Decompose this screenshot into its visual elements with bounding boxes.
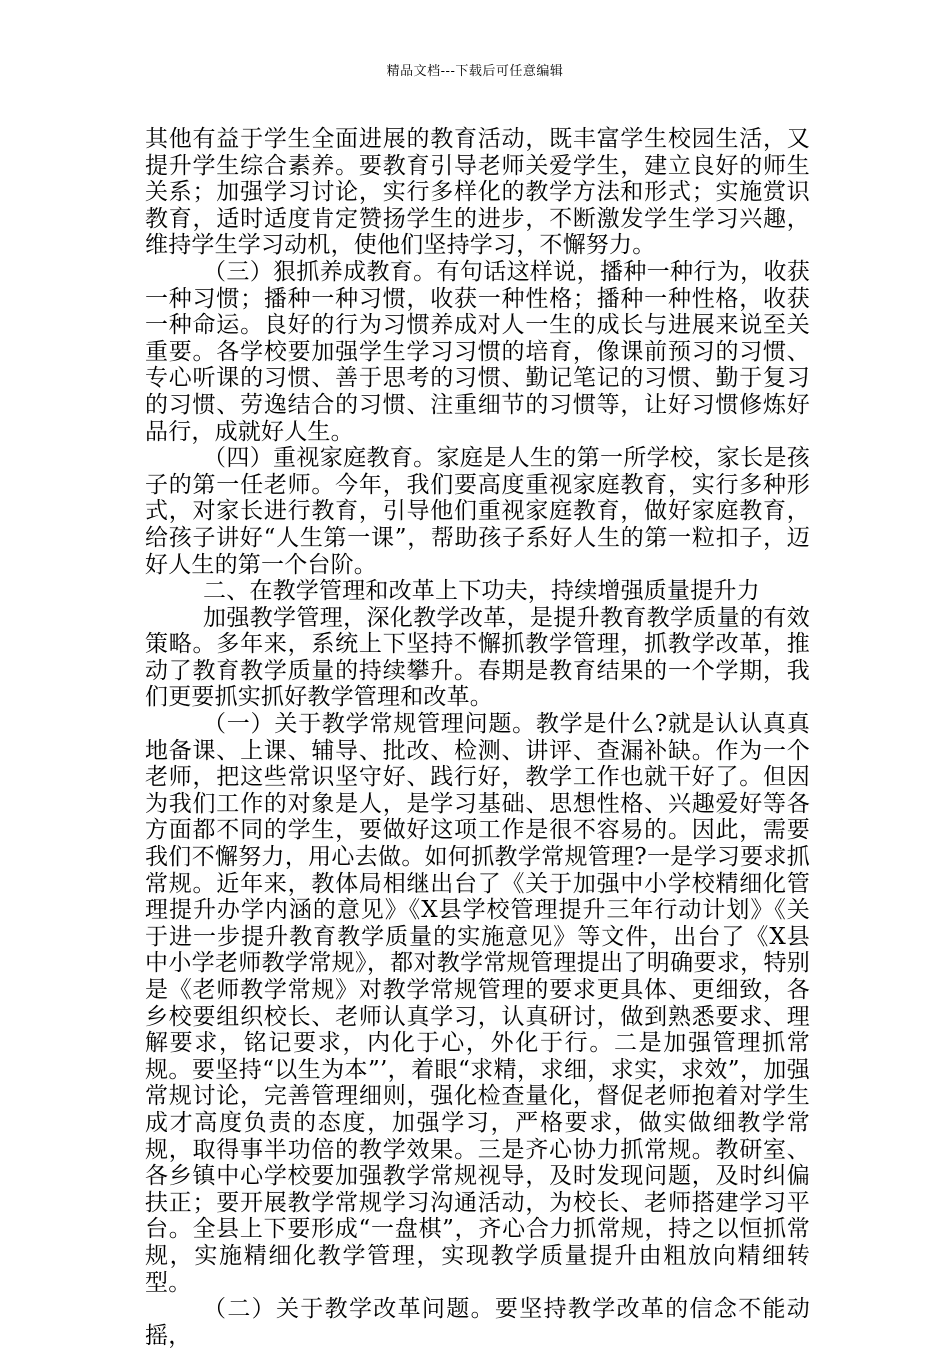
section-heading-teaching-management: 二、在教学管理和改革上下功夫，持续增强质量提升力 — [203, 578, 760, 605]
paragraph-teaching-management-intro: 加强教学管理，深化教学改革，是提升教育教学质量的有效策略。多年来，系统上下坚持不懈抓教学管理，抓教学改革，推动了教育教学质量的持续攀升。春期是教育结果的一个学期，我们更要抓实抓好教学管理和改革。 — [145, 604, 810, 711]
paragraph-family-education: （四）重视家庭教育。家庭是人生的第一所学校，家长是孩子的第一任老师。今年，我们要高度重视家庭教育，实行多种形式，对家长进行教育，引导他们重视家庭教育，做好家庭教育，给孩子讲好“人生第一课”，帮助孩子系好人生的第一粒扣子，迈好人生的第一个台阶。 — [145, 445, 810, 578]
paragraph-continuation: 其他有益于学生全面进展的教育活动，既丰富学生校园生活，又提升学生综合素养。要教育引导老师关爱学生，建立良好的师生关系；加强学习讨论，实行多样化的教学方法和形式；实施赏识教育，适时适度肯定赞扬学生的进步，不断激发学生学习兴趣，维持学生学习动机，使他们坚持学习，不懈努力。 — [145, 126, 810, 259]
paragraph-teaching-reform: （二）关于教学改革问题。要坚持教学改革的信念不能动摇， — [145, 1296, 810, 1349]
paragraph-teaching-routine: （一）关于教学常规管理问题。教学是什么?就是认认真真地备课、上课、辅导、批改、检测、讲评、查漏补缺。作为一个老师，把这些常识坚守好、践行好，教学工作也就干好了。但因为我们工作的对象是人，是学习基础、思想性格、兴趣爱好等各方面都不同的学生，要做好这项工作是很不容易的。因此，需要我们不懈努力，用心去做。如何抓教学常规管理?一是学习要求抓常规。近年来，教体局相继出台了《关于加强中小学校精细化管理提升办学内涵的意见》《X县学校管理提升三年行动计划》《关于进一步提升教育教学质量的实施意见》等文件，出台了《X县中小学老师教学常规》，都对教学常规管理提出了明确要求，特别是《老师教学常规》对教学常规管理的要求更具体、更细致，各乡校要组织校长、老师认真学习，认真研讨，做到熟悉要求、理解要求，铭记要求，内化于心，外化于行。二是加强管理抓常规。要坚持“以生为本”’，着眼“求精，求细，求实，求效”，加强常规讨论，完善管理细则，强化检查量化，督促老师抱着对学生成才高度负责的态度，加强学习，严格要求，做实做细教学常规，取得事半功倍的教学效果。三是齐心协力抓常规。教研室、各乡镇中心学校要加强教学常规视导，及时发现问题，及时纠偏扶正；要开展教学常规学习沟通活动，为校长、老师搭建学习平台。全县上下要形成“一盘棋”，齐心合力抓常规，持之以恒抓常规，实施精细化教学管理，实现教学质量提升由粗放向精细转型。 — [145, 711, 810, 1296]
page-header: 精品文档---下载后可任意编辑 — [386, 64, 564, 79]
paragraph-habit-education: （三）狠抓养成教育。有句话这样说，播种一种行为，收获一种习惯；播种一种习惯，收获一种性格；播种一种性格，收获一种命运。良好的行为习惯养成对人一生的成长与进展来说至关重要。各学校要加强学生学习习惯的培育，像课前预习的习惯、专心听课的习惯、善于思考的习惯、勤记笔记的习惯、勤于复习的习惯、劳逸结合的习惯、注重细节的习惯等，让好习惯修炼好品行，成就好人生。 — [145, 258, 810, 445]
document-body — [145, 126, 810, 1349]
